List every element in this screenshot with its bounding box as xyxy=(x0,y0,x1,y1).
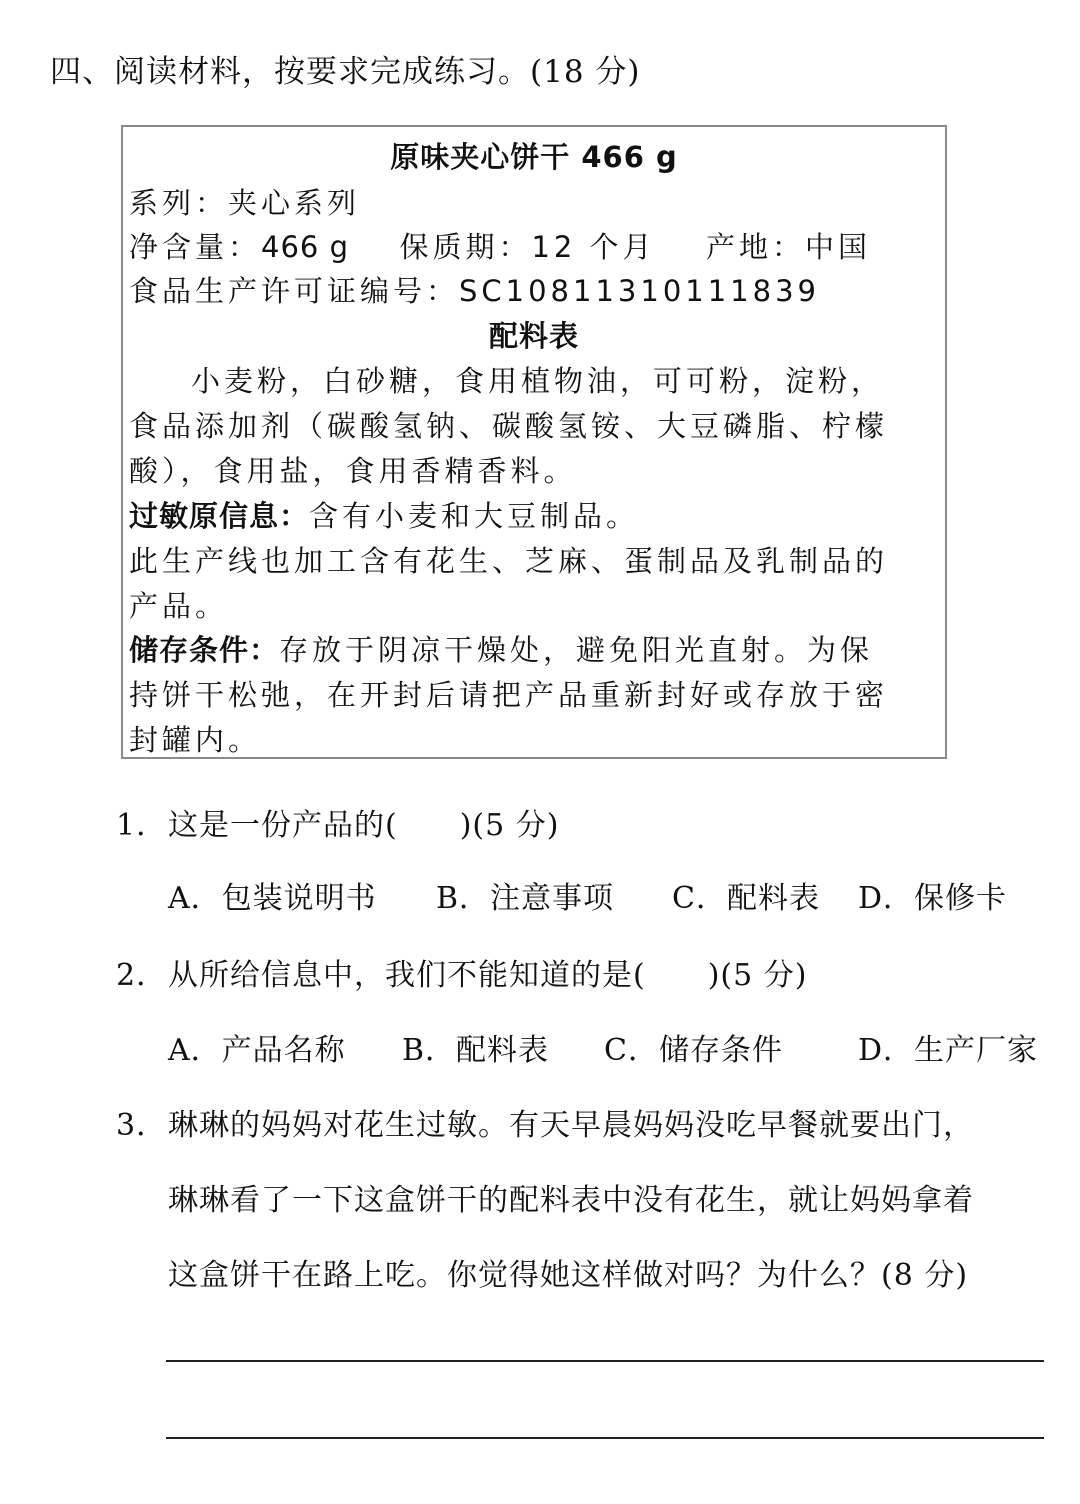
question-number: 2． xyxy=(116,958,168,993)
product-label-box xyxy=(121,125,947,759)
question-3 xyxy=(116,1100,974,1144)
section-title: 四、阅读材料，按要求完成练习。(18 分) xyxy=(50,54,641,90)
question-text-continued: 琳琳看了一下这盒饼干的配料表中没有花生，就让妈妈拿着 xyxy=(168,1183,974,1218)
product-title: 原味夹心饼干 466 g xyxy=(390,140,678,174)
storage-text: 存放于阴凉干燥处，避免阳光直射。为保 xyxy=(279,633,874,667)
production-notice-line: 产品。 xyxy=(129,589,229,623)
ingredients-line: 食品添加剂（碳酸氢钠、碳酸氢铵、大豆磷脂、柠檬 xyxy=(129,409,889,443)
question-text: 从所给信息中，我们不能知道的是( )(5 分) xyxy=(168,958,808,993)
question-text: 琳琳的妈妈对花生过敏。有天早晨妈妈没吃早餐就要出门， xyxy=(168,1108,974,1143)
series-line: 系列：夹心系列 xyxy=(129,186,361,220)
option-a: A．包装说明书 xyxy=(168,881,377,916)
storage-line xyxy=(129,628,873,669)
ingredients-line: 酸），食用盐，食用香精香料。 xyxy=(129,454,577,488)
answer-line[interactable] xyxy=(166,1360,1044,1362)
question-number: 1． xyxy=(116,808,168,843)
option-d: D．生产厂家 xyxy=(858,1033,1039,1068)
net-content-label: 净含量： xyxy=(129,230,262,264)
answer-line[interactable] xyxy=(166,1437,1044,1439)
storage-line: 封罐内。 xyxy=(129,723,262,757)
allergen-line xyxy=(129,494,639,535)
question-text: 这是一份产品的( )(5 分) xyxy=(168,808,560,843)
question-2 xyxy=(116,950,807,994)
question-number: 3． xyxy=(116,1108,168,1143)
question-1 xyxy=(116,800,559,844)
net-content-line xyxy=(129,225,871,266)
net-content-value: 466 g xyxy=(261,230,349,264)
origin: 产地：中国 xyxy=(706,230,872,264)
option-d: D．保修卡 xyxy=(858,881,1008,916)
option-c: C．储存条件 xyxy=(604,1033,783,1068)
allergen-label: 过敏原信息： xyxy=(129,499,310,533)
license-line: 食品生产许可证编号：SC10811310111839 xyxy=(129,274,820,308)
storage-line: 持饼干松弛，在开封后请把产品重新封好或存放于密 xyxy=(129,678,889,712)
storage-label: 储存条件： xyxy=(129,633,280,667)
production-notice-line: 此生产线也加工含有花生、芝麻、蛋制品及乳制品的 xyxy=(129,544,889,578)
option-a: A．产品名称 xyxy=(168,1033,346,1068)
allergen-text: 含有小麦和大豆制品。 xyxy=(309,499,640,533)
ingredients-title: 配料表 xyxy=(488,319,579,353)
option-b: B．注意事项 xyxy=(436,881,615,916)
option-c: C．配料表 xyxy=(672,881,820,916)
ingredients-line: 小麦粉，白砂糖，食用植物油，可可粉，淀粉， xyxy=(191,364,885,398)
option-b: B．配料表 xyxy=(402,1033,550,1068)
shelf-life: 保质期：12 个月 xyxy=(399,230,656,264)
question-text-continued: 这盒饼干在路上吃。你觉得她这样做对吗？为什么？(8 分) xyxy=(168,1258,969,1293)
